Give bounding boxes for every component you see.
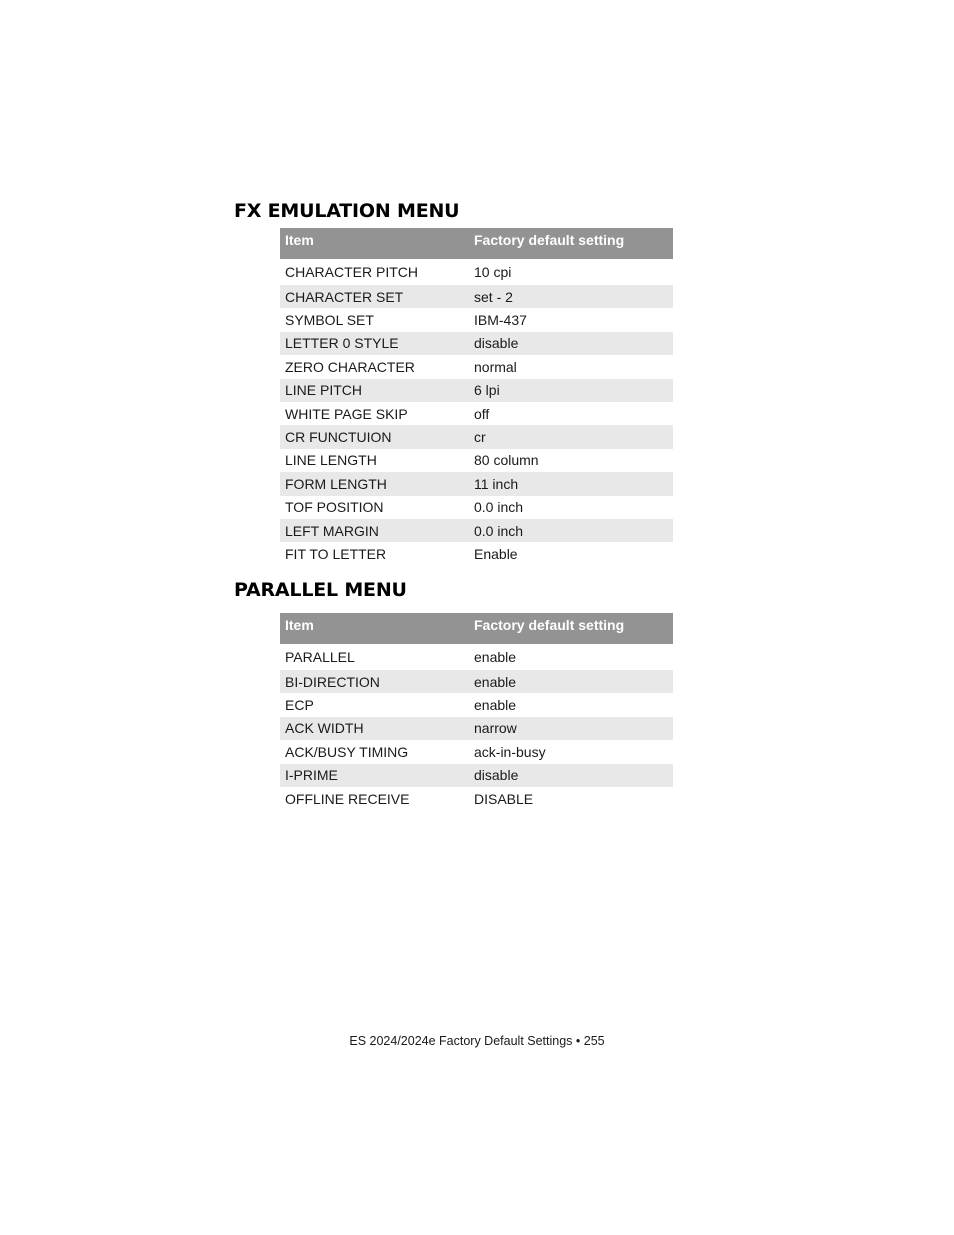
fx-emulation-menu-table <box>280 228 673 566</box>
default-value-cell: enable <box>469 670 673 693</box>
table-row <box>280 402 673 425</box>
item-name-cell: ACK WIDTH <box>280 717 469 740</box>
default-value-cell: cr <box>469 425 673 448</box>
table-row <box>280 519 673 542</box>
column-header-factory-default: Factory default setting <box>469 613 673 644</box>
default-value-cell: narrow <box>469 717 673 740</box>
default-value-cell: disable <box>469 332 673 355</box>
table-row <box>280 693 673 716</box>
item-name-cell: ZERO CHARACTER <box>285 358 415 375</box>
table-row <box>280 285 673 308</box>
item-name-cell: ECP <box>285 697 314 714</box>
table-header-row <box>280 613 673 644</box>
item-name-cell: SYMBOL SET <box>285 312 374 329</box>
table-row <box>280 717 673 740</box>
default-value-cell: Enable <box>474 545 518 562</box>
table-row <box>280 308 673 331</box>
item-name-cell: LINE LENGTH <box>285 452 377 469</box>
default-value-cell: 11 inch <box>469 472 673 495</box>
default-value-cell: ack-in-busy <box>474 743 546 760</box>
item-name-cell: CHARACTER PITCH <box>285 264 419 280</box>
page-footer: ES 2024/2024e Factory Default Settings • 255 <box>349 1034 605 1048</box>
item-name-cell: OFFLINE RECEIVE <box>285 790 410 807</box>
table-row <box>280 355 673 378</box>
default-value-cell: enable <box>474 649 517 665</box>
table-body <box>280 644 673 810</box>
item-name-cell: ACK/BUSY TIMING <box>285 743 409 760</box>
table-row <box>280 740 673 763</box>
table-header-row <box>280 228 673 259</box>
table-row <box>280 259 673 285</box>
default-value-cell: 0.0 inch <box>469 519 673 542</box>
default-value-cell: set - 2 <box>469 285 673 308</box>
table-body <box>280 259 673 566</box>
table-row <box>280 332 673 355</box>
default-value-cell: enable <box>474 697 517 714</box>
default-value-cell: disable <box>469 764 673 787</box>
table-row <box>280 496 673 519</box>
item-name-cell: I-PRIME <box>280 764 469 787</box>
table-row <box>280 787 673 810</box>
section-title-fx-emulation-menu: FX EMULATION MENU <box>234 200 460 222</box>
parallel-menu-table <box>280 613 673 810</box>
item-name-cell: TOF POSITION <box>285 499 384 516</box>
item-name-cell: FORM LENGTH <box>280 472 469 495</box>
table-row <box>280 472 673 495</box>
default-value-cell: 0.0 inch <box>474 499 524 516</box>
table-header <box>280 613 673 644</box>
table-row <box>280 425 673 448</box>
default-value-cell: off <box>474 405 490 422</box>
table-row <box>280 379 673 402</box>
table-row <box>280 644 673 670</box>
table-row <box>280 764 673 787</box>
item-name-cell: CR FUNCTUION <box>280 425 469 448</box>
column-header-item: Item <box>280 228 469 259</box>
column-header-item: Item <box>280 613 469 644</box>
item-name-cell: LINE PITCH <box>280 379 469 402</box>
item-name-cell: PARALLEL <box>285 649 355 665</box>
section-title-parallel-menu: PARALLEL MENU <box>234 579 407 601</box>
item-name-cell: WHITE PAGE SKIP <box>285 405 408 422</box>
default-value-cell: 10 cpi <box>474 264 512 280</box>
default-value-cell: 80 column <box>474 452 539 469</box>
table-row <box>280 449 673 472</box>
table-row <box>280 670 673 693</box>
default-value-cell: 6 lpi <box>469 379 673 402</box>
item-name-cell: LEFT MARGIN <box>280 519 469 542</box>
table-header <box>280 228 673 259</box>
item-name-cell: BI-DIRECTION <box>280 670 469 693</box>
item-name-cell: CHARACTER SET <box>280 285 469 308</box>
table-row <box>280 542 673 565</box>
item-name-cell: LETTER 0 STYLE <box>280 332 469 355</box>
column-header-factory-default: Factory default setting <box>469 228 673 259</box>
default-value-cell: normal <box>474 358 517 375</box>
item-name-cell: FIT TO LETTER <box>285 545 387 562</box>
default-value-cell: DISABLE <box>474 790 534 807</box>
default-value-cell: IBM-437 <box>474 312 527 329</box>
